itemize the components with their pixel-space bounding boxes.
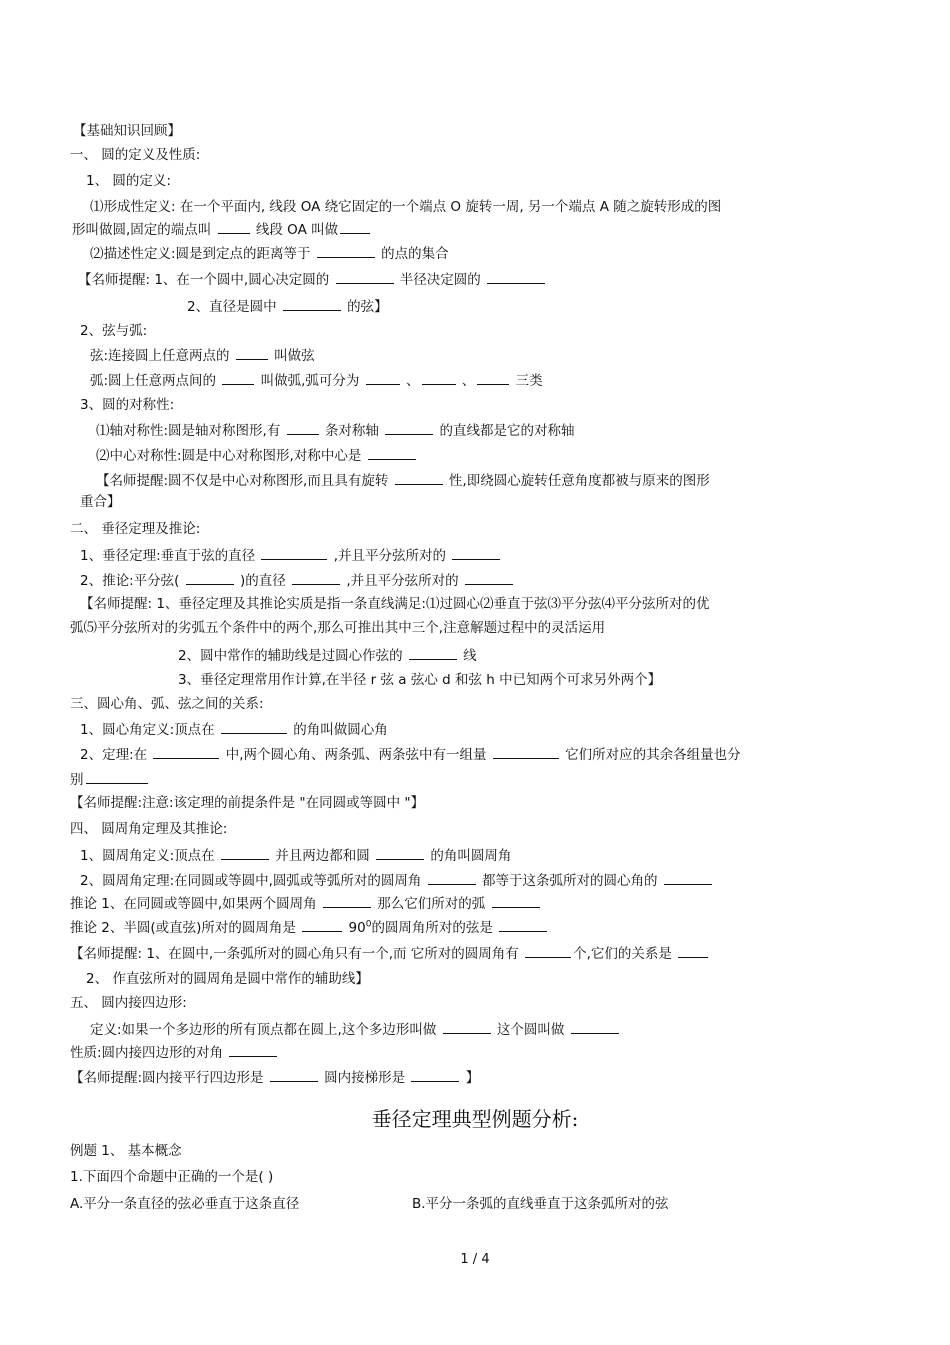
tip-line: 2、 作直弦所对的圆周角是圆中常作的辅助线】 [86, 971, 369, 987]
question: 1.下面四个命题中正确的一个是( ) [70, 1169, 274, 1185]
text-line: 推论 1、在同圆或等圆中,如果两个圆周角 那么它们所对的弧 [70, 894, 542, 913]
tip-line: 弧⑸平分弦所对的劣弧五个条件中的两个,那么可推出其中三个,注意解题过程中的灵活运用 [70, 620, 606, 636]
tip-line: 【名师提醒: 1、在圆中,一条弧所对的圆心角只有一个,而 它所对的圆周角有 个,它们的关系是 [70, 944, 710, 963]
tip-line: 3、垂径定理常用作计算,在半径 r 弦 a 弦心 d 和弦 h 中已知两个可求另外两个】 [178, 672, 662, 688]
tip-line: 【名师提醒: 1、在一个圆中,圆心决定圆的 半径决定圆的 [78, 270, 547, 289]
page-title: 垂径定理典型例题分析: [371, 1107, 579, 1131]
text-line: ⑵中心对称性:圆是中心对称图形,对称中心是 [96, 446, 418, 465]
text-line: 2、推论:平分弦( )的直径 ,并且平分弦所对的 [80, 571, 515, 590]
subheading: 1、 圆的定义: [86, 173, 171, 189]
tip-line: 【名师提醒:圆不仅是中心对称图形,而且具有旋转 性,即绕圆心旋转任意角度都被与原来的图形 [96, 473, 710, 489]
heading-5: 五、 圆内接四边形: [70, 995, 187, 1011]
tip-line: 重合】 [80, 494, 121, 510]
text-line: 弦:连接圆上任意两点的 叫做弦 [90, 348, 315, 364]
subheading: 3、圆的对称性: [80, 397, 175, 413]
heading-3: 三、圆心角、弧、弦之间的关系: [70, 696, 264, 712]
tip-line: 【名师提醒:注意:该定理的前提条件是 "在同圆或等圆中 "】 [70, 795, 425, 811]
text-line: 2、圆周角定理:在同圆或等圆中,圆弧或等弧所对的圆周角 都等于这条弧所对的圆心角的 [80, 871, 714, 890]
text-line: 1、圆周角定义:顶点在 并且两边都和圆 的角叫圆周角 [80, 848, 512, 864]
option-b: B.平分一条弧的直线垂直于这条弧所对的弦 [412, 1196, 669, 1212]
heading-4: 四、 圆周角定理及其推论: [70, 821, 228, 837]
text-line: ⑴形成性定义: 在一个平面内, 线段 OA 绕它固定的一个端点 O 旋转一周, 另一个端点 A 随之旋转形成的图 [90, 199, 722, 215]
text-line: 2、定理:在 中,两个圆心角、两条弧、两条弦中有一组量 它们所对应的其余各组量也分 [80, 747, 741, 763]
text-line: ⑵描述性定义:圆是到定点的距离等于 的点的集合 [90, 246, 449, 262]
text-line: 性质:圆内接四边形的对角 [70, 1043, 279, 1062]
tip-line: 【名师提醒:圆内接平行四边形是 圆内接梯形是 】 [70, 1070, 480, 1086]
tip-line: 2、圆中常作的辅助线是过圆心作弦的 线 [178, 648, 477, 664]
text-line: 定义:如果一个多边形的所有顶点都在圆上,这个多边形叫做 这个圆叫做 [90, 1020, 621, 1039]
text-line: 弧:圆上任意两点间的 叫做弧,弧可分为 、 、 三类 [90, 373, 543, 389]
tip-line: 【名师提醒: 1、垂径定理及其推论实质是指一条直线满足:⑴过圆心⑵垂直于弦⑶平分弦⑷平分弦所对的优 [80, 596, 710, 612]
heading-2: 二、 垂径定理及推论: [70, 521, 201, 537]
text-line: 形叫做圆,固定的端点叫 线段 OA 叫做 [72, 220, 372, 239]
section-heading: 【基础知识回顾】 [73, 123, 181, 139]
heading-1: 一、 圆的定义及性质: [70, 147, 201, 163]
text-line: 别 [70, 770, 150, 789]
text-line: 推论 2、半圆(或直弦)所对的圆周角是 $90^0$的圆周角所对的弦是 [70, 918, 549, 937]
text-line: 1、圆心角定义:顶点在 的角叫做圆心角 [80, 722, 388, 738]
tip-line: 2、直径是圆中 的弦】 [187, 299, 388, 315]
example-heading: 例题 1、 基本概念 [70, 1143, 182, 1159]
text-line: ⑴轴对称性:圆是轴对称图形,有 条对称轴 的直线都是它的对称轴 [96, 423, 575, 439]
page-number: 1 / 4 [460, 1252, 490, 1267]
subheading: 2、弦与弧: [80, 323, 148, 339]
option-a: A.平分一条直径的弦必垂直于这条直径 [70, 1196, 300, 1212]
text-line: 1、垂径定理:垂直于弦的直径 ,并且平分弦所对的 [80, 546, 502, 565]
